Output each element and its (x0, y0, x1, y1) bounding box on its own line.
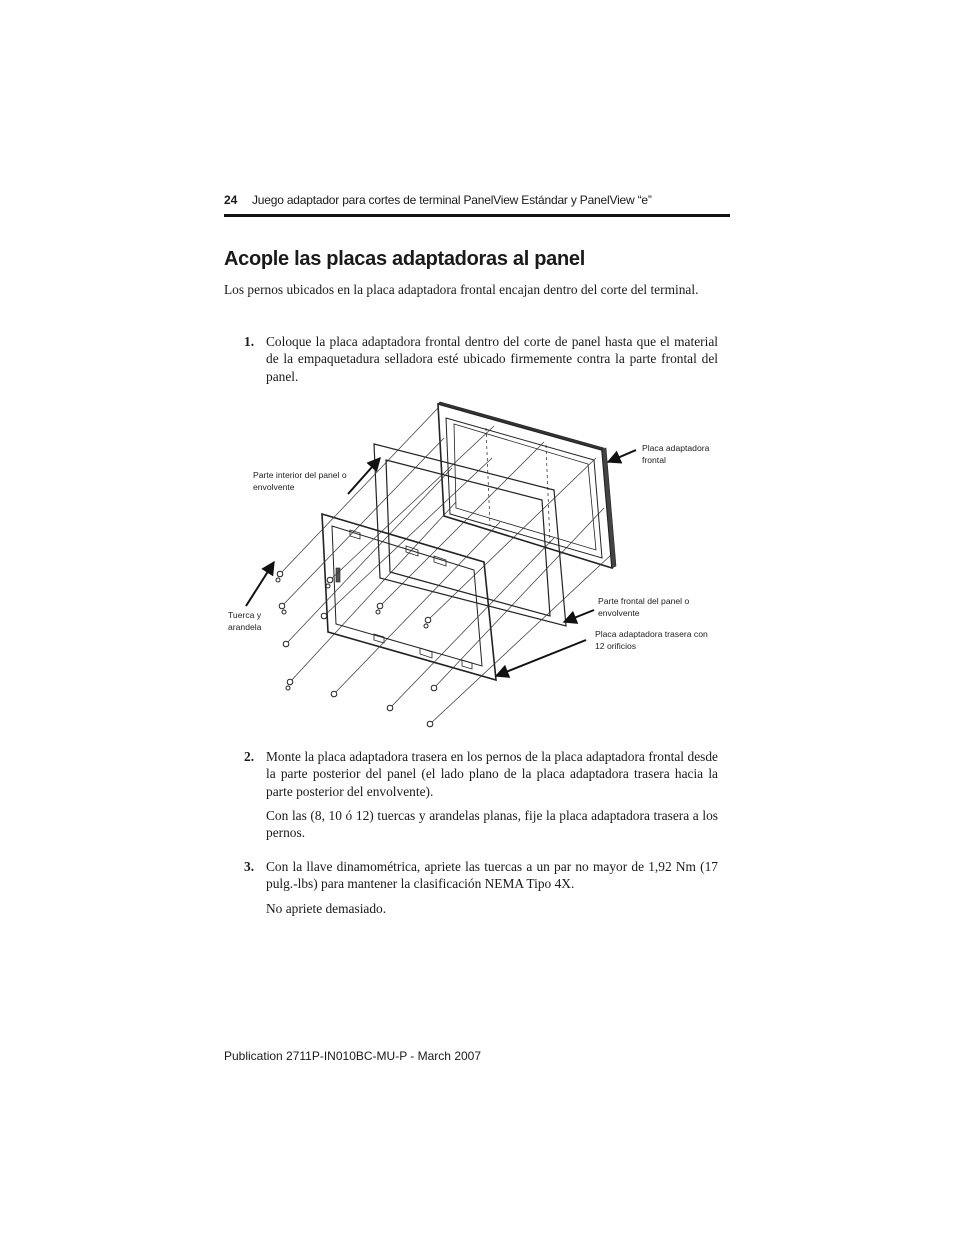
step-2 (244, 748, 720, 843)
panel-outline (374, 444, 566, 626)
step-text: Coloque la placa adaptadora frontal dentro del corte de panel hasta que el material de la empaquetadura selladora esté ubicado firmemente contra la parte frontal del panel. (266, 334, 718, 384)
section-title: Acople las placas adaptadoras al panel (224, 248, 585, 270)
assembly-diagram (224, 398, 724, 738)
callout-panel-front: Parte frontal del panel o envolvente (598, 596, 690, 618)
header-rule (224, 214, 730, 217)
running-title: Juego adaptador para cortes de terminal PanelView Estándar y PanelView “e” (252, 193, 652, 207)
step-number: 2. (244, 749, 255, 764)
callout-nut-washer: Tuerca y arandela (228, 610, 262, 632)
step-text: Monte la placa adaptadora trasera en los pernos de la placa adaptadora frontal desde la parte posterior del panel (el lado plano de la placa adaptadora trasera hacia la parte posterior del envolvente). (266, 749, 718, 799)
publication-footer: Publication 2711P-IN010BC-MU-P - March 2007 (224, 1049, 482, 1063)
callout-rear-plate: Placa adaptadora trasera con 12 orificios (595, 629, 708, 651)
intro-paragraph: Los pernos ubicados en la placa adaptadora frontal encajan dentro del corte del terminal. (224, 282, 699, 297)
nuts-and-washers (276, 571, 437, 727)
step-text: Con la llave dinamométrica, apriete las tuercas a un par no mayor de 1,92 Nm (17 pulg.-lbs) para mantener la clasificación NEMA Tipo 4X. (266, 859, 718, 892)
step-note: No apriete demasiado. (266, 901, 387, 916)
page-number: 24 (224, 193, 238, 207)
step-3 (244, 858, 720, 920)
step-number: 3. (244, 859, 255, 874)
callout-front-plate: Placa adaptadora frontal (642, 443, 710, 465)
step-note: Con las (8, 10 ó 12) tuercas y arandelas planas, fije la placa adaptadora trasera a los pernos. (266, 808, 718, 841)
step-number: 1. (244, 334, 255, 349)
page-header (224, 191, 730, 217)
step-1 (244, 333, 720, 385)
rear-adapter-plate (322, 514, 496, 680)
callout-panel-inside: Parte interior del panel o envolvente (253, 470, 347, 492)
front-adapter-plate (438, 402, 616, 568)
